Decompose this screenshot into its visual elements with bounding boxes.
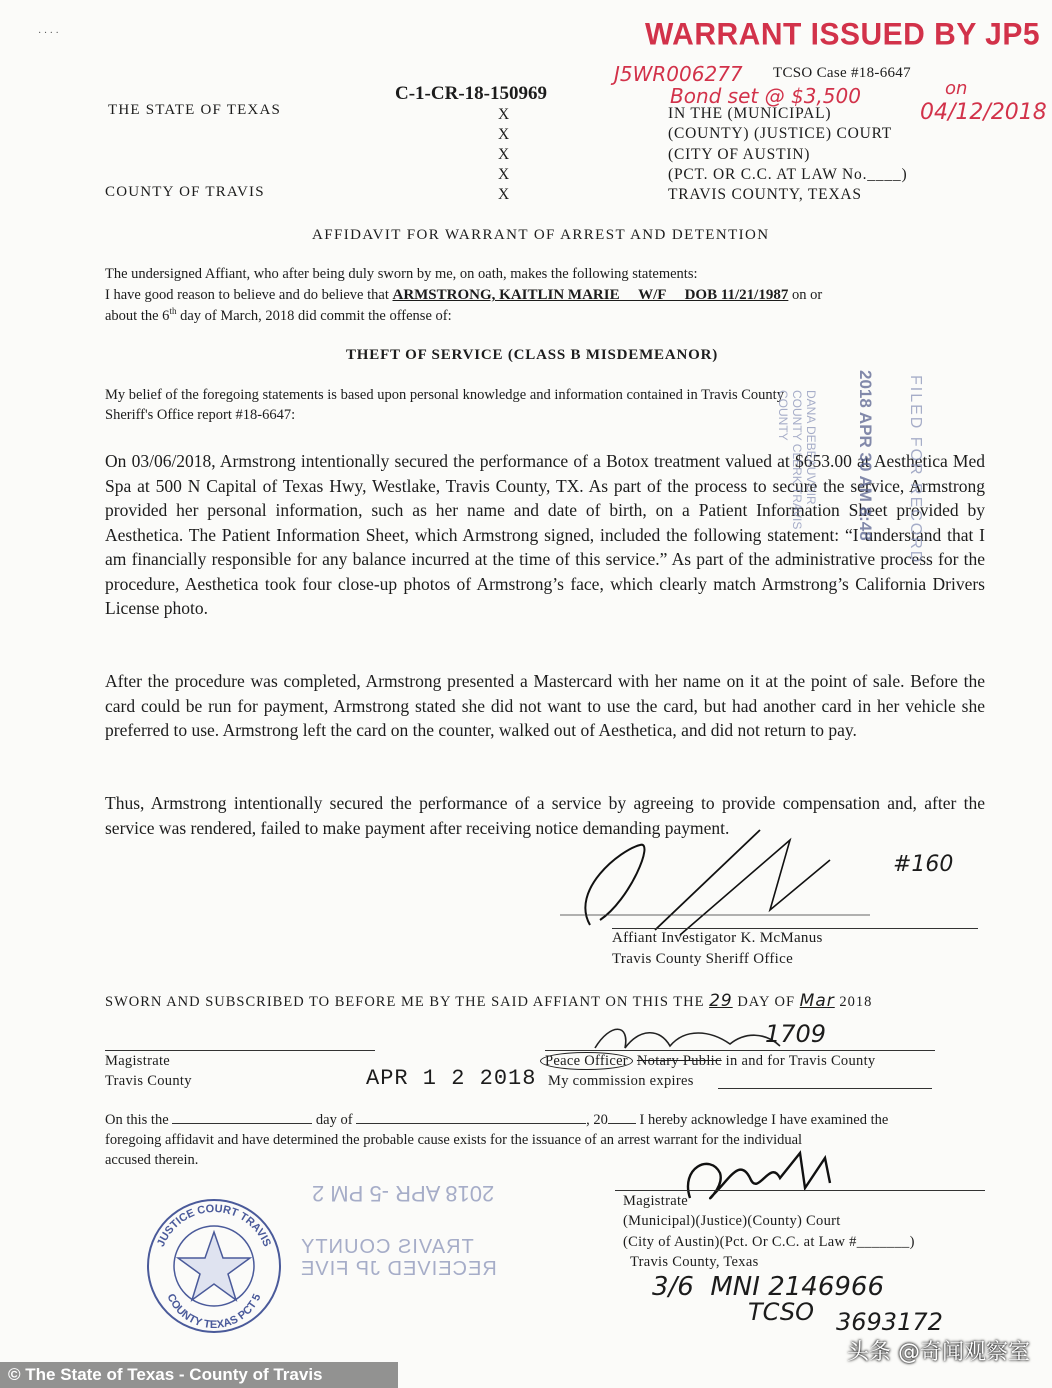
magistrate-signature (680, 1148, 860, 1218)
tcso-number-handwritten: 3693172 (836, 1308, 943, 1336)
finding-rest: I hereby acknowledge I have examined the (639, 1112, 889, 1128)
bond-handwritten: Bond set @ $3,500 (670, 84, 861, 108)
finding-on-this: On this the (105, 1112, 169, 1128)
intro-line-3-sup: th (169, 306, 177, 316)
mni-handwritten: 3/6 MNI 2146966 (652, 1272, 884, 1302)
warrant-issued-stamp: WARRANT ISSUED BY JP5 (645, 17, 1041, 52)
in-for-county: in and for Travis County (725, 1053, 876, 1069)
sworn-year: 2018 (839, 994, 873, 1010)
sworn-mid: DAY OF (737, 994, 796, 1010)
cause-number: C-1-CR-18-150969 (395, 83, 547, 104)
officer-signature-line (545, 1050, 935, 1051)
finding-line-1 (105, 1112, 888, 1129)
received-date-stamp: APR 1 2 2018 (366, 1066, 537, 1091)
sworn-month-handwritten: Mar (799, 991, 835, 1011)
tcso-case-number: TCSO Case #18-6647 (773, 65, 911, 81)
finding-line-2: foregoing affidavit and have determined the probable cause exists for the issuance of an arrest warrant for the individual (105, 1132, 803, 1148)
magistrate-sig-line (615, 1190, 985, 1191)
commission-line (718, 1088, 932, 1089)
finding-line-3: accused therein. (105, 1152, 199, 1168)
paragraph-2: After the procedure was completed, Armstrong presented a Mastercard with her name on it at the point of sale. Before the card could be run for payment, Armstrong stated she did not want to use the card, but had another card in her vehicle she preferred to use. Armstrong left the card on the counter, walked out of Aesthetica, and did not return to pay. (105, 671, 985, 740)
caption-state: THE STATE OF TEXAS (108, 102, 282, 118)
sworn-line (105, 991, 872, 1011)
bond-date-handwritten: 04/12/2018 (920, 100, 1047, 125)
intro-line-3 (105, 306, 452, 325)
paragraph-1: On 03/06/2018, Armstrong intentionally secured the performance of a Botox treatment valued at $653.00 at Aesthetica Med Spa at 500 N Capital of Texas Hwy, Westlake, Travis County, TX. As part of the process to secure the service, Armstrong provided her personal information, such as her name and date of birth, on a Patient Information Sheet provided by Aesthetica. The Patient Information Sheet, which Armstrong signed, included the following statement: “I understand that I am financially responsible for any balance incurred at the time of this service.” As part of the administrative process for the procedure, Aesthetica took four close-up photos of Armstrong’s face, which clearly match Armstrong’s California Drivers License photo. (105, 451, 985, 618)
caption-mark: X (498, 106, 510, 123)
affiant-name: Affiant Investigator K. McManus (612, 930, 823, 946)
filed-stamp-clerk: DANA DEBEAUVOIR COUNTY CLERK TRAVIS COUNTY (776, 390, 818, 530)
image-caption-bar: © The State of Texas - County of Travis (0, 1362, 398, 1388)
magistrate-sig-label: Magistrate (623, 1193, 689, 1209)
magistrate-sig-county: Travis County, Texas (630, 1254, 759, 1270)
source-watermark: 头条 @奇闻观察室 (847, 1340, 1030, 1365)
magistrate-signature-line (105, 1050, 375, 1051)
court-seal (142, 1196, 286, 1336)
magistrate-sig-city: (City of Austin)(Pct. Or C.C. at Law #_______) (623, 1234, 915, 1250)
notary-label: Notary Public (636, 1053, 722, 1069)
tcso-handwritten: TCSO (748, 1298, 814, 1326)
affiant-badge-handwritten: #160 (893, 852, 954, 877)
filed-stamp-filed: FILED FOR RECORD (907, 375, 924, 565)
belief-line-2: Sheriff's Office report #18-6647: (105, 407, 296, 423)
magistrate-sig-court: (Municipal)(Justice)(County) Court (623, 1213, 841, 1229)
received-stamp-line-2: TRAVIS COUNTY (300, 1236, 474, 1258)
sworn-day-handwritten: 29 (709, 991, 733, 1011)
court-line: (CITY OF AUSTIN) (668, 146, 811, 163)
caption-mark: X (498, 166, 510, 183)
sworn-pre: SWORN AND SUBSCRIBED TO BEFORE ME BY THE SAID AFFIANT ON THIS THE (105, 994, 705, 1010)
caption-mark: X (498, 186, 510, 203)
officer-number-handwritten: 1709 (765, 1020, 827, 1048)
commission-expires: My commission expires (548, 1073, 694, 1089)
court-line: (COUNTY) (JUSTICE) COURT (668, 125, 893, 142)
document-title: AFFIDAVIT FOR WARRANT OF ARREST AND DETENTION (312, 227, 770, 243)
affiant-agency: Travis County Sheriff Office (612, 951, 794, 967)
affiant-signature (560, 820, 890, 945)
svg-text:JUSTICE COURT TRAVIS: JUSTICE COURT TRAVIS (154, 1202, 274, 1249)
received-stamp-line-3: RECEIVED JP FIVE (300, 1258, 497, 1280)
peace-officer-label: Peace Officer (540, 1052, 633, 1070)
belief-line-1: My belief of the foregoing statements is based upon personal knowledge and information contained in Travis County (105, 387, 784, 403)
intro-line-2-pre: I have good reason to believe and do believe that (105, 287, 389, 303)
court-line: (PCT. OR C.C. AT LAW No.____) (668, 166, 908, 183)
intro-line-3-pre: about the 6 (105, 307, 170, 324)
warrant-number-handwritten: J5WR006277 (614, 62, 743, 86)
intro-line-2 (105, 287, 822, 304)
offense-title: THEFT OF SERVICE (CLASS B MISDEMEANOR) (346, 347, 719, 363)
paragraph-3: Thus, Armstrong intentionally secured the performance of a service by agreeing to provide compensation and, after the service was rendered, failed to make payment after receiving notice demanding payment. (105, 793, 985, 838)
finding-year: , 20 (586, 1112, 608, 1128)
svg-text:COUNTY TEXAS PCT 5: COUNTY TEXAS PCT 5 (164, 1292, 264, 1332)
court-line: TRAVIS COUNTY, TEXAS (668, 186, 862, 203)
defendant-name: ARMSTRONG, KAITLIN MARIE W/F DOB 11/21/1987 (392, 287, 789, 303)
received-stamp-line-1: 2018 APR -5 PM 2 (312, 1181, 495, 1206)
caption-county: COUNTY OF TRAVIS (105, 184, 265, 200)
magistrate-label: Magistrate (105, 1053, 171, 1069)
intro-line-2-post: on or (791, 287, 823, 303)
bond-on-handwritten: on (945, 78, 968, 99)
officer-title-line (540, 1053, 875, 1070)
intro-line-3-post: day of March, 2018 did commit the offense of: (180, 307, 452, 324)
court-line: IN THE (MUNICIPAL) (668, 105, 832, 122)
magistrate-county: Travis County (105, 1073, 192, 1089)
affiant-signature-line (612, 928, 978, 929)
intro-line-1: The undersigned Affiant, who after being duly sworn by me, on oath, makes the following statements: (105, 266, 698, 282)
caption-mark: X (498, 146, 510, 163)
scan-specks: · · · · (38, 28, 59, 39)
finding-day-of: day of (315, 1112, 353, 1128)
filed-stamp-date: 2018 APR 30 AM 8:48 (856, 370, 875, 541)
caption-mark: X (498, 126, 510, 143)
